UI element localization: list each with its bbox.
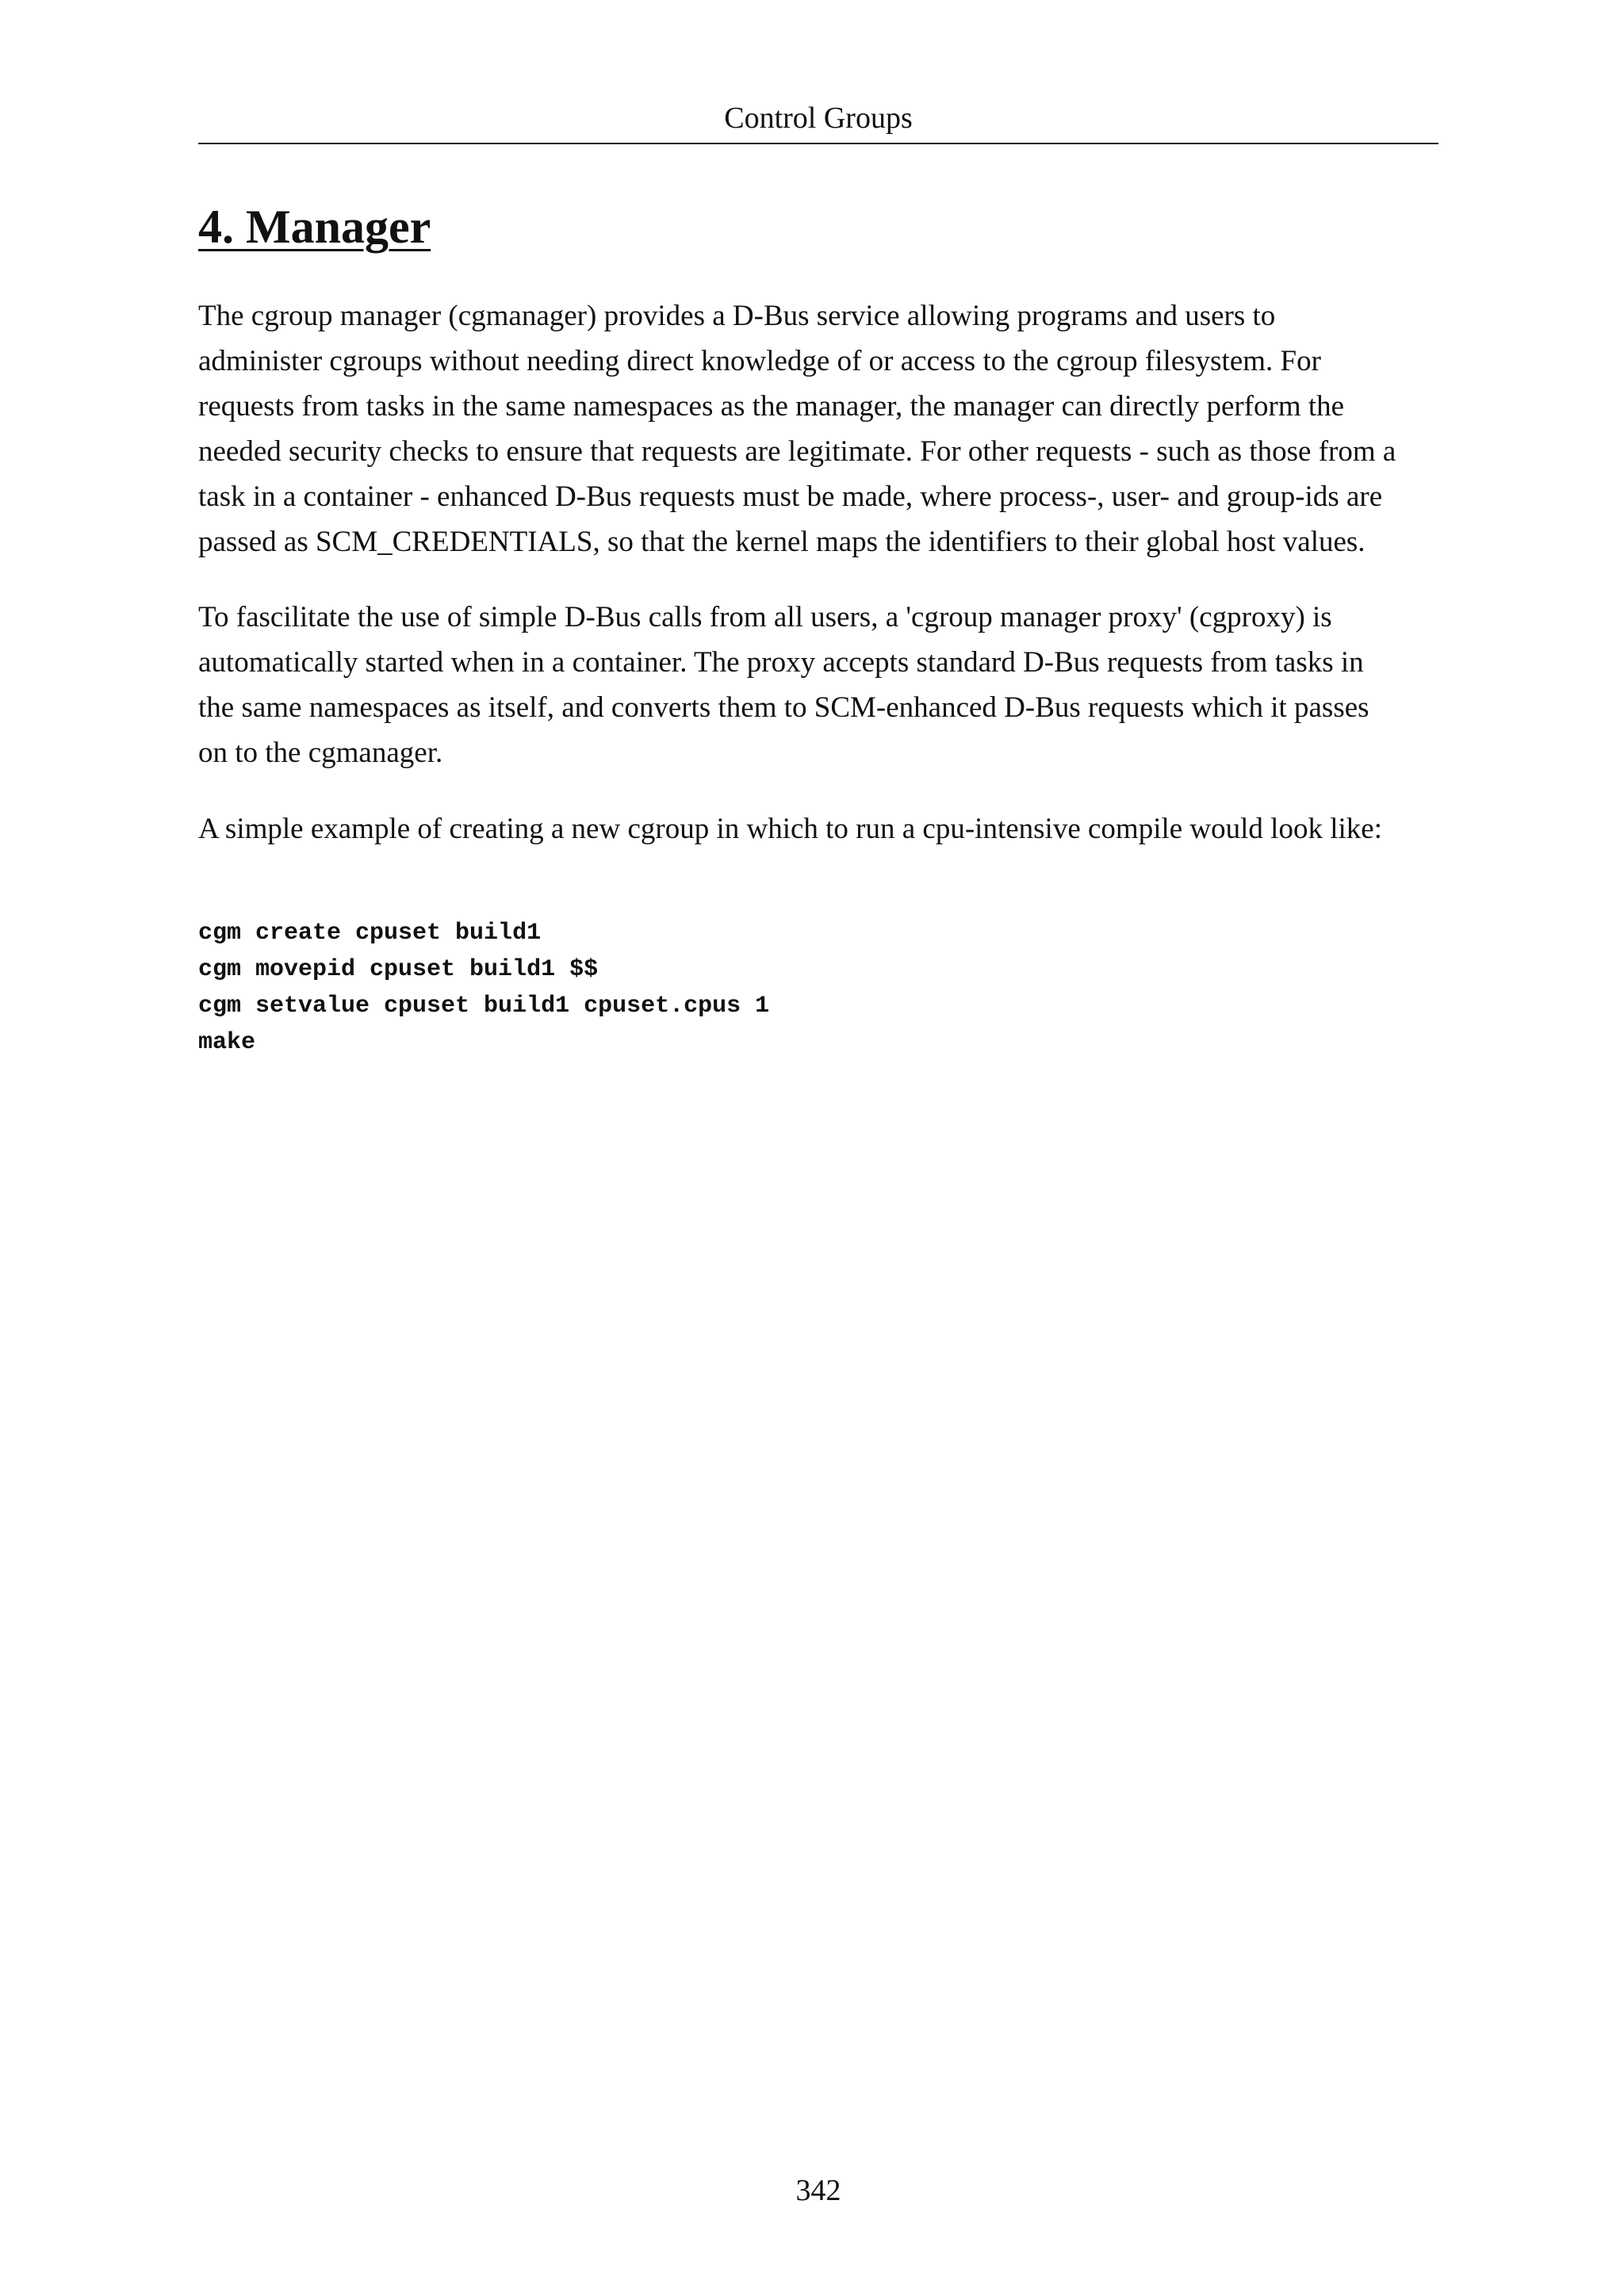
paragraph-2 xyxy=(198,595,1438,775)
paragraph-line: administer cgroups without needing direct knowledge of or access to the cgroup filesystem. For xyxy=(198,345,1321,377)
code-line: make xyxy=(198,1029,256,1056)
paragraph-line: requests from tasks in the same namespaces as the manager, the manager can directly perform the xyxy=(198,390,1345,423)
code-line: cgm movepid cpuset build1 $$ xyxy=(198,956,599,983)
paragraph-line: on to the cgmanager. xyxy=(198,737,443,769)
paragraph-line: To fascilitate the use of simple D-Bus calls from all users, a 'cgroup manager proxy' (cgproxy) is xyxy=(198,601,1332,633)
paragraph-line: passed as SCM_CREDENTIALS, so that the kernel maps the identifiers to their global host values. xyxy=(198,526,1365,558)
code-line: cgm setvalue cpuset build1 cpuset.cpus 1 xyxy=(198,993,770,1020)
code-block xyxy=(198,915,769,1061)
paragraph-line: A simple example of creating a new cgroup in which to run a cpu-intensive compile would look like: xyxy=(198,813,1382,845)
paragraph-line: the same namespaces as itself, and converts them to SCM-enhanced D-Bus requests which it passes xyxy=(198,691,1369,724)
page-number: 342 xyxy=(795,2174,841,2207)
paragraph-line: The cgroup manager (cgmanager) provides a D-Bus service allowing programs and users to xyxy=(198,300,1276,332)
code-line: cgm create cpuset build1 xyxy=(198,920,542,947)
paragraph-line: automatically started when in a container. The proxy accepts standard D-Bus requests from tasks in xyxy=(198,646,1364,679)
paragraph-line: needed security checks to ensure that requests are legitimate. For other requests - such as those from a xyxy=(198,435,1396,468)
paragraph-3 xyxy=(198,806,1438,851)
paragraph-line: task in a container - enhanced D-Bus requests must be made, where process-, user- and group-ids are xyxy=(198,480,1383,513)
header-rule xyxy=(198,143,1438,144)
running-header: Control Groups xyxy=(724,101,913,135)
section-title: 4. Manager xyxy=(198,201,431,253)
paragraph-1 xyxy=(198,293,1438,564)
